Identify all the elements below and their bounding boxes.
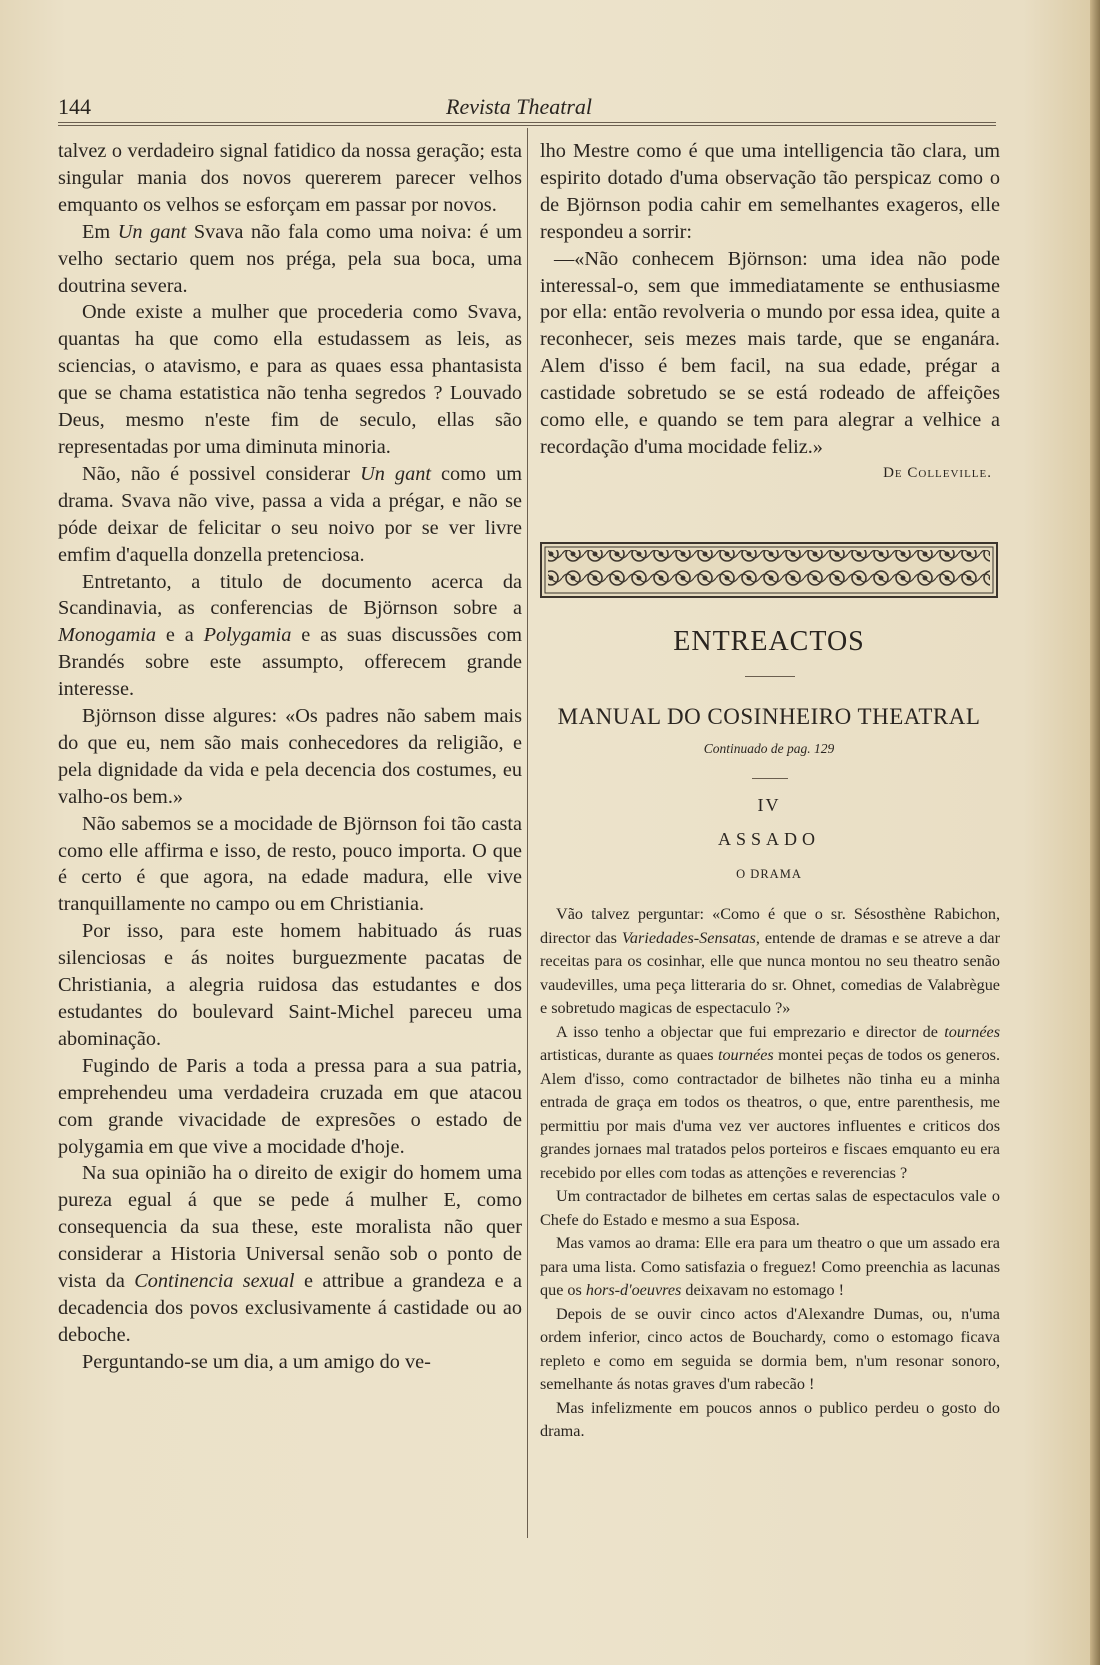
chapter-subtitle: O DRAMA (736, 867, 802, 881)
article-title: MANUAL DO COSINHEIRO THEATRAL (557, 704, 981, 729)
paragraph: —«Não conhecem Björnson: uma idea não pode interessal-o, sem que immediatamente se enthusiasme por ella: então revolveria o mundo por essa idea, quite a reconhecer, seis mezes mais tarde, que se enganára. Alem d'isso é bem facil, na sua edade, prégar a castidade sobretudo se se está rodeado de affeições como elle, e quando se tem para alegrar a velhice a recordação d'uma mocidade feliz.» (540, 247, 1000, 458)
work-title: Variedades-Sensatas (621, 928, 756, 947)
paragraph: Na sua opinião ha o direito de exigir do homem uma pureza egual á que se pede á mulher E, como consequencia da sua these, este moralista não quer considerar a Historia Universal senão sob o ponto de vista da Continencia sexual e attribue a grandeza e a decadencia dos povos exclusivamente á castidade ou ao deboche. (58, 1162, 522, 1346)
paragraph: A isso tenho a objectar que fui emprezario e director de tournées artisticas, durante as quaes tournées montei peças de todos os generos. Alem d'isso, como contractador de bilhetes não tinha eu a minha entrada de graça em todos os theatros, o que, entre parenthesis, me permittiu por mais d'uma vez ver auctores influentes e criticos dos grandes jornaes mal tratados pelos porteiros e fiscaes emquanto eu era recebido por elles com todas as attenções e reverencias ? (540, 1022, 1001, 1182)
work-title: Polygamia (203, 624, 292, 647)
page-number: 144 (58, 94, 91, 119)
paragraph: Perguntando-se um dia, a um amigo do ve- (82, 1350, 431, 1373)
paragraph: Entretanto, a titulo de documento acerca da Scandinavia, as conferencias de Björnson sobre a Monogamia e a Polygamia e as suas discussões com Brandés sobre este assumpto, offerecem grande interesse. (58, 570, 522, 701)
paragraph: Em Un gant Svava não fala como uma noiva: é um velho sectario quem nos préga, pela sua boca, uma doutrina severa. (58, 220, 523, 297)
paragraph: Björnson disse algures: «Os padres não sabem mais do que eu, nem são mais conhecedores da religião, e pela dignidade da vida e pela decencia dos costumes, eu valho-os bem.» (58, 705, 522, 808)
paragraph: Não sabemos se a mocidade de Björnson foi tão casta como elle affirma e isso, de resto, pouco importa. O que é certo é que agora, na edade madura, elle vive tranquillamente no campo ou em Christiania. (58, 812, 522, 916)
ornamental-band-icon (540, 542, 998, 598)
paragraph: Vão talvez perguntar: «Como é que o sr. Sésosthène Rabichon, director das Variedades-Sensatas, entende de dramas e se atreve a dar receitas para os cosinhar, elle que nunca montou no seu theatro senão vaudevilles, uma peça litteraria do sr. Ohnet, comedias de Valabrègue e sobretudo magicas de espectaculo ?» (540, 905, 1000, 1017)
short-rule (752, 778, 788, 779)
paragraph: Fugindo de Paris a toda a pressa para a sua patria, emprehendeu uma verdadeira cruzada em que atacou com grande vivacidade de expresões o estado de polygamia em que vive a mocidade d'hoje. (58, 1054, 522, 1158)
paragraph: Não, não é possivel considerar Un gant como um drama. Svava não vive, passa a vida a prégar, e não se póde deixar de felicitar o seu noivo por se ver livre emfim d'aquella donzella pretenciosa. (58, 462, 522, 566)
italic-term: tournées (717, 1046, 774, 1064)
continued-note: Continuado de pag. 129 (703, 741, 835, 756)
paragraph: lho Mestre como é que uma intelligencia tão clara, um espirito dotado d'uma observação tão perspicaz como o de Björnson podia cahir em semelhantes exageros, elle respondeu a sorrir: (540, 140, 1000, 243)
header-rule (58, 122, 996, 126)
paragraph: talvez o verdadeiro signal fatidico da nossa geração; esta singular mania dos novos quererem parecer velhos emquanto os velhos se esforçam em passar por novos. (58, 140, 522, 216)
page-edge-shadow (1090, 0, 1100, 1665)
work-title: Un gant (360, 462, 431, 485)
paragraph: Mas vamos ao drama: Elle era para um theatro o que um assado era para uma lista. Como satisfazia o freguez! Como preenchia as lacunas que os hors-d'oeuvres deixavam no estomago ! (540, 1234, 1000, 1299)
paragraph: Depois de se ouvir cinco actos d'Alexandre Dumas, ou, n'uma ordem inferior, cinco actos de Bouchardy, como o estomago ficava repleto e como em seguida se dormia bem, n'um resonar sonoro, semelhante ás notas graves d'um rabecão ! (540, 1304, 1000, 1393)
chapter-title: ASSADO (717, 829, 821, 849)
article-body (540, 903, 1000, 1444)
continued-text (540, 138, 1000, 461)
running-title: Revista Theatral (446, 94, 593, 119)
chapter-number: IV (757, 795, 781, 815)
short-rule (745, 676, 795, 677)
section-title: ENTREACTOS (673, 626, 865, 657)
paragraph: Onde existe a mulher que procederia como Svava, quantas ha que como ella estudassem as leis, as sciencias, o atavismo, e para as quaes essa phantasista que se chama estatistica não tenha segredos ? Louvado Deus, mesmo n'este fim de seculo, ellas são representadas por uma diminuta minoria. (58, 301, 522, 458)
paragraph: Mas infelizmente em poucos annos o publico perdeu o gosto do drama. (540, 1398, 1000, 1440)
column-divider (527, 128, 528, 1538)
left-column (58, 138, 522, 1376)
italic-term: hors-d'oeuvres (585, 1281, 682, 1299)
paragraph: Um contractador de bilhetes em certas salas de espectaculos vale o Chefe do Estado e mesmo a sua Esposa. (540, 1187, 1000, 1229)
work-title: Continencia sexual (134, 1270, 295, 1293)
right-column (540, 138, 1000, 482)
author-signature: De Colleville. (883, 464, 992, 481)
work-title: Un gant (117, 220, 187, 243)
work-title: Monogamia (58, 624, 157, 647)
paragraph: Por isso, para este homem habituado ás ruas silenciosas e ás noites burguezmente pacatas de Christiania, a alegria ruidosa das estudantes e dos estudantes do boulevard Saint-Michel pareceu uma abominação. (58, 920, 522, 1050)
italic-term: tournées (944, 1022, 1000, 1041)
page-header (58, 94, 996, 124)
